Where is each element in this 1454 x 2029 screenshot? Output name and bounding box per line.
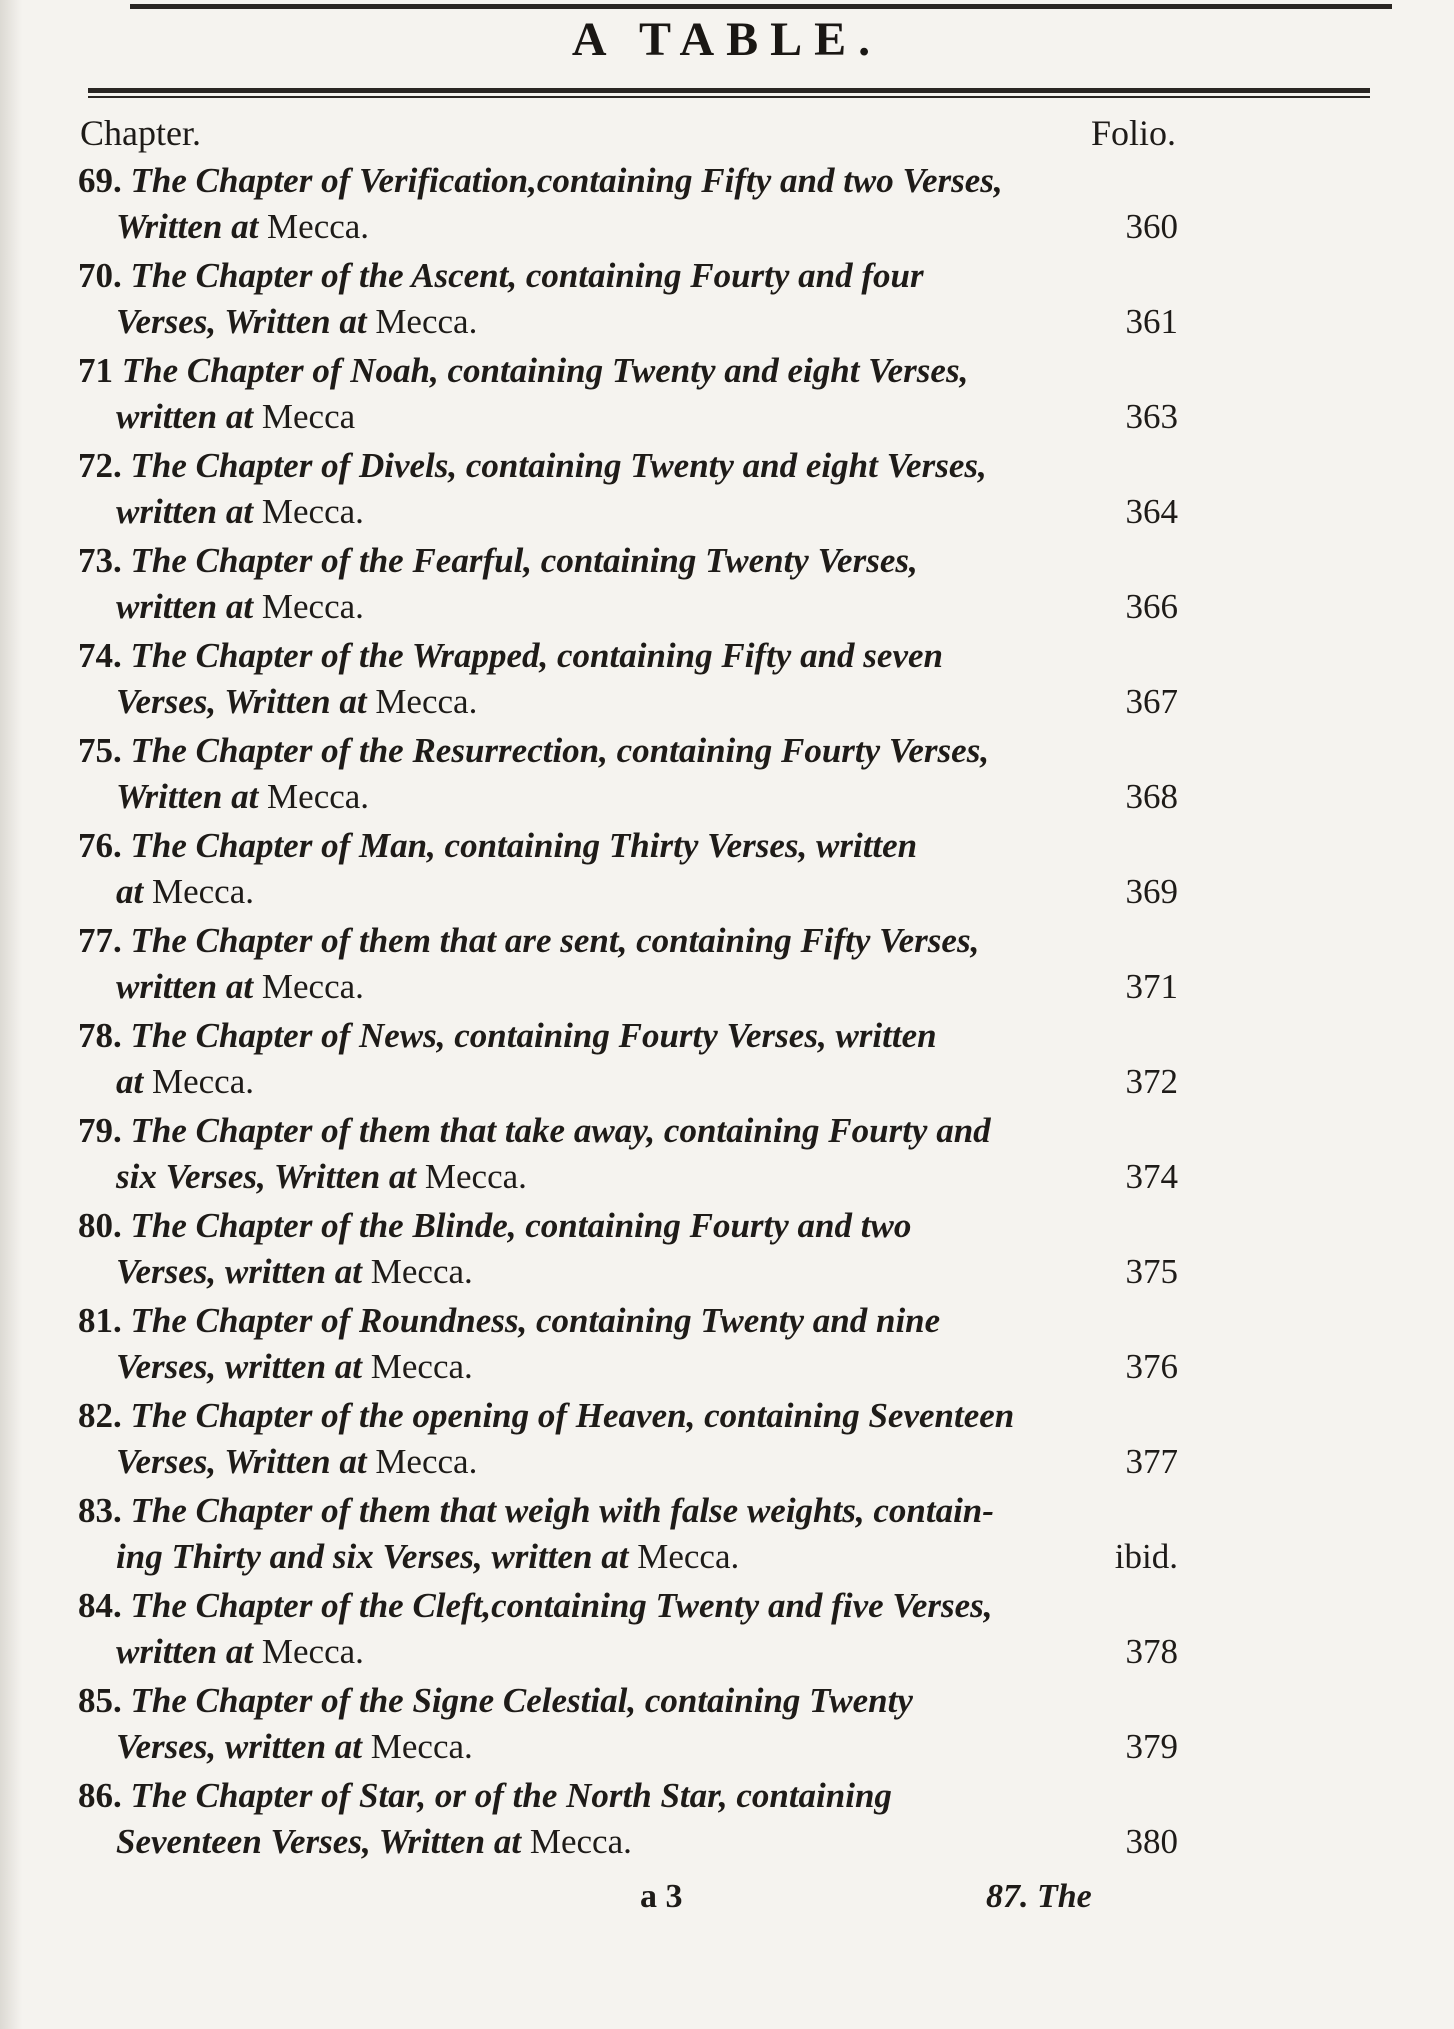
entry-title-line [78,1583,993,1629]
header-rule-thin [88,96,1370,98]
verse-note: written at [116,492,254,531]
folio-number: 380 [1125,1822,1178,1861]
top-rule [130,4,1392,9]
chapter-number: 77. [78,921,122,960]
chapter-number: 80. [78,1206,122,1245]
folio-number: 378 [1125,1632,1178,1671]
chapter-title: The Chapter of them that are sent, containing Fifty Verses, [130,921,980,960]
header-rule-thick [88,88,1370,93]
place-of-writing: Mecca. [375,1442,478,1481]
folio-number: 363 [1125,397,1178,436]
chapter-title: The Chapter of News, containing Fourty Verses, written [130,1016,937,1055]
entry-detail-line [116,1629,364,1675]
entry-title-line [78,348,968,394]
entry-title-line [78,538,918,584]
entry-title-line [78,1203,911,1249]
folio-number: 361 [1125,302,1178,341]
toc-entry [78,1773,1178,1868]
chapter-title: The Chapter of them that weigh with false weights, contain- [130,1491,994,1530]
chapter-number: 71 [78,351,113,390]
chapter-title: The Chapter of Star, or of the North Star, containing [130,1776,892,1815]
place-of-writing: Mecca. [261,967,364,1006]
toc-entry [78,1678,1178,1773]
place-of-writing: Mecca. [375,682,478,721]
entry-detail-line [116,1439,477,1485]
chapter-number: 73. [78,541,122,580]
entry-detail-line [116,1534,739,1580]
entry-title-line [78,1488,994,1534]
entry-detail-line [116,1819,632,1865]
chapter-title: The Chapter of them that take away, containing Fourty and [130,1111,991,1150]
toc-entry [78,728,1178,823]
folio-number: 369 [1125,872,1178,911]
entry-title-line [78,633,943,679]
folio-number: 366 [1125,587,1178,626]
entry-title-line [78,1678,913,1724]
chapter-number: 75. [78,731,122,770]
verse-note: Verses, Written at [116,1442,367,1481]
chapter-title: The Chapter of Roundness, containing Twenty and nine [130,1301,941,1340]
toc-entry [78,1393,1178,1488]
verse-note: Verses, written at [116,1252,363,1291]
column-headings [80,112,1176,160]
chapter-number: 74. [78,636,122,675]
chapter-title: The Chapter of the Signe Celestial, containing Twenty [130,1681,913,1720]
chapter-number: 83. [78,1491,122,1530]
place-of-writing: Mecca. [151,872,254,911]
entry-detail-line [116,299,477,345]
folio-number: ibid. [1114,1537,1178,1576]
chapter-title: The Chapter of the Cleft,containing Twenty and five Verses, [130,1586,993,1625]
column-heading-folio: Folio. [1090,113,1176,153]
chapter-number: 79. [78,1111,122,1150]
verse-note: written at [116,587,254,626]
chapter-number: 78. [78,1016,122,1055]
chapter-title: The Chapter of the Fearful, containing Twenty Verses, [130,541,918,580]
entry-detail-line [116,489,364,535]
entry-detail-line [116,1249,473,1295]
place-of-writing: Mecca. [370,1347,473,1386]
page-footer [0,1878,1454,1928]
toc-entry [78,1488,1178,1583]
catchword: 87. The [986,1878,1092,1915]
place-of-writing: Mecca. [261,492,364,531]
verse-note: written at [116,1632,254,1671]
place-of-writing: Mecca. [261,1632,364,1671]
toc-entry [78,823,1178,918]
table-of-contents [78,158,1178,1868]
toc-entry [78,1203,1178,1298]
folio-number: 374 [1125,1157,1178,1196]
verse-note: Verses, written at [116,1347,363,1386]
chapter-number: 76. [78,826,122,865]
place-of-writing: Mecca. [267,207,370,246]
entry-detail-line [116,679,477,725]
verse-note: Written at [116,777,259,816]
toc-entry [78,1013,1178,1108]
folio-number: 368 [1125,777,1178,816]
chapter-number: 85. [78,1681,122,1720]
place-of-writing: Mecca. [637,1537,740,1576]
verse-note: Verses, Written at [116,682,367,721]
folio-number: 364 [1125,492,1178,531]
toc-entry [78,1298,1178,1393]
chapter-title: The Chapter of the Wrapped, containing Fifty and seven [130,636,943,675]
column-heading-chapter: Chapter. [80,113,201,153]
folio-number: 372 [1125,1062,1178,1101]
place-of-writing: Mecca [261,397,356,436]
signature-mark: a 3 [640,1878,683,1915]
verse-note: at [116,1062,144,1101]
entry-title-line [78,1108,991,1154]
place-of-writing: Mecca. [370,1727,473,1766]
toc-entry [78,633,1178,728]
entry-title-line [78,443,987,489]
place-of-writing: Mecca. [424,1157,527,1196]
entry-detail-line [116,869,254,915]
chapter-title: The Chapter of Divels, containing Twenty and eight Verses, [130,446,987,485]
verse-note: Seventeen Verses, Written at [116,1822,522,1861]
folio-number: 377 [1125,1442,1178,1481]
toc-entry [78,158,1178,253]
verse-note: Written at [116,207,259,246]
entry-title-line [78,1298,940,1344]
folio-number: 376 [1125,1347,1178,1386]
entry-detail-line [116,1344,473,1390]
toc-entry [78,348,1178,443]
verse-note: at [116,872,144,911]
folio-number: 367 [1125,682,1178,721]
running-title: A TABLE. [571,13,883,66]
entry-title-line [78,1013,937,1059]
page-edge-shadow [0,0,22,2029]
chapter-title: The Chapter of Man, containing Thirty Verses, written [130,826,918,865]
chapter-number: 82. [78,1396,122,1435]
entry-title-line [78,918,979,964]
entry-title-line [78,253,924,299]
place-of-writing: Mecca. [261,587,364,626]
place-of-writing: Mecca. [267,777,370,816]
verse-note: written at [116,397,254,436]
verse-note: Verses, Written at [116,302,367,341]
toc-entry [78,253,1178,348]
verse-note: written at [116,967,254,1006]
toc-entry [78,918,1178,1013]
toc-entry [78,1108,1178,1203]
chapter-number: 72. [78,446,122,485]
chapter-number: 69. [78,161,122,200]
entry-detail-line [116,964,364,1010]
place-of-writing: Mecca. [370,1252,473,1291]
entry-title-line [78,158,1003,204]
entry-detail-line [116,774,369,820]
entry-detail-line [116,584,364,630]
entry-title-line [78,1773,892,1819]
verse-note: six Verses, Written at [116,1157,417,1196]
entry-detail-line [116,1059,254,1105]
chapter-title: The Chapter of the opening of Heaven, containing Seventeen [130,1396,1015,1435]
toc-entry [78,1583,1178,1678]
chapter-number: 81. [78,1301,122,1340]
folio-number: 379 [1125,1727,1178,1766]
toc-entry [78,443,1178,538]
verse-note: ing Thirty and six Verses, written at [116,1537,629,1576]
entry-detail-line [116,1724,473,1770]
folio-number: 375 [1125,1252,1178,1291]
entry-detail-line [116,394,355,440]
place-of-writing: Mecca. [529,1822,632,1861]
entry-title-line [78,728,989,774]
folio-number: 360 [1125,207,1178,246]
place-of-writing: Mecca. [375,302,478,341]
entry-detail-line [116,204,369,250]
toc-entry [78,538,1178,633]
chapter-number: 70. [78,256,122,295]
chapter-title: The Chapter of Verification,containing Fifty and two Verses, [130,161,1003,200]
entry-detail-line [116,1154,527,1200]
entry-title-line [78,1393,1014,1439]
chapter-title: The Chapter of the Blinde, containing Fourty and two [130,1206,912,1245]
entry-title-line [78,823,917,869]
folio-number: 371 [1125,967,1178,1006]
chapter-title: The Chapter of Noah, containing Twenty and eight Verses, [121,351,969,390]
chapter-title: The Chapter of the Resurrection, containing Fourty Verses, [130,731,990,770]
place-of-writing: Mecca. [151,1062,254,1101]
chapter-number: 86. [78,1776,122,1815]
verse-note: Verses, written at [116,1727,363,1766]
chapter-title: The Chapter of the Ascent, containing Fourty and four [130,256,924,295]
chapter-number: 84. [78,1586,122,1625]
